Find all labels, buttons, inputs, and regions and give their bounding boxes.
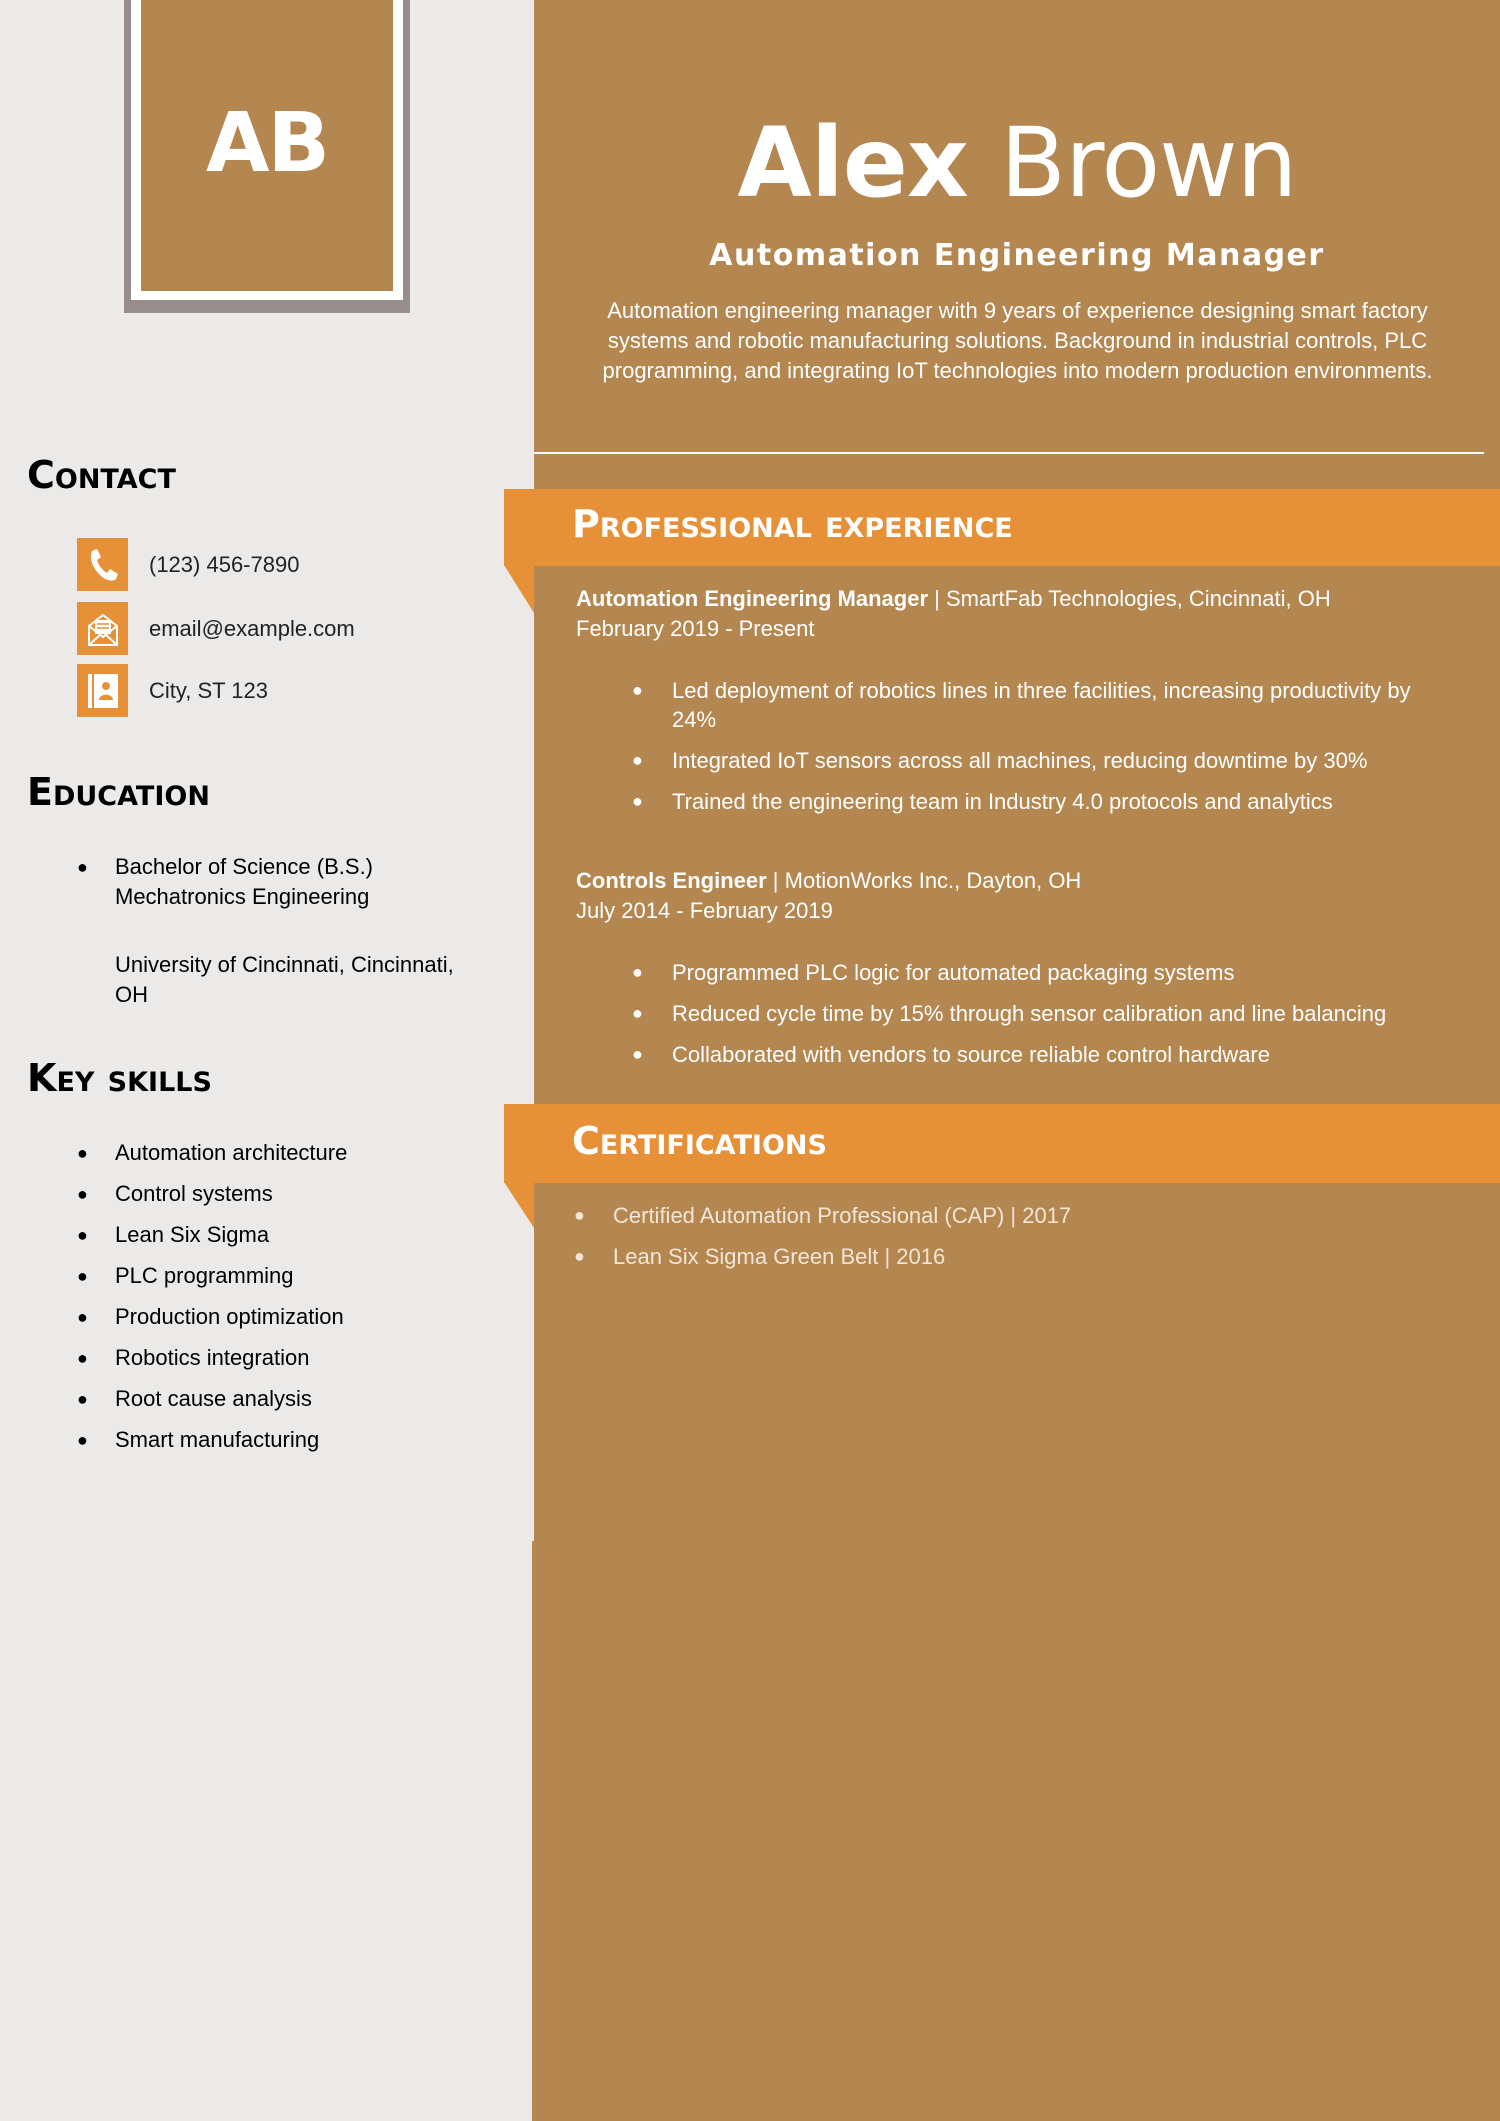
job-header: [576, 584, 1331, 644]
certifications-heading: Certifications: [572, 1119, 827, 1163]
bullet-icon: ●: [632, 962, 643, 982]
degree-line-1: Bachelor of Science (B.S.): [115, 854, 374, 879]
job-company: | MotionWorks Inc., Dayton, OH: [766, 868, 1082, 893]
job-bullet: ● Collaborated with vendors to source reliable control hardware: [632, 1042, 1270, 1067]
contact-phone: [77, 538, 300, 591]
job-bullet: ● Reduced cycle time by 15% through sensor calibration and line balancing: [632, 1001, 1387, 1026]
bullet-icon: ●: [632, 1044, 643, 1064]
bullet-icon: ●: [77, 1307, 88, 1327]
job-role: Automation Engineering Manager: [576, 586, 929, 611]
bullet-icon: ●: [632, 791, 643, 811]
bullet-icon: ●: [77, 1184, 88, 1204]
degree-line-2: Mechatronics Engineering: [115, 884, 370, 909]
bullet-icon: ●: [632, 1003, 643, 1023]
skills-list: [0, 1138, 534, 1455]
bullet-icon: ●: [574, 1246, 585, 1266]
contact-address-text: City, ST 123: [149, 677, 269, 703]
contact-email-text: email@example.com: [149, 615, 355, 641]
skill-item: ● Control systems: [0, 1179, 534, 1209]
job-dates: February 2019 - Present: [576, 616, 815, 641]
skill-item: ● Root cause analysis: [0, 1384, 534, 1414]
bullet-icon: ●: [77, 1266, 88, 1286]
bullet-icon: ●: [77, 1143, 88, 1163]
school-line-1: University of Cincinnati, Cincinnati,: [115, 952, 454, 977]
bullet-icon: ●: [77, 1430, 88, 1450]
certification-item: ● Certified Automation Professional (CAP) | 2017: [574, 1203, 1072, 1228]
skill-item: ● Lean Six Sigma: [0, 1220, 534, 1250]
bullet-icon: ●: [77, 1348, 88, 1368]
skill-item: ● Robotics integration: [0, 1343, 534, 1373]
phone-icon: [77, 538, 128, 591]
job-bullets: [0, 676, 1500, 816]
skills-heading: Key skills: [27, 1056, 212, 1100]
job-header: [576, 866, 1081, 926]
skill-item: ● Production optimization: [0, 1302, 534, 1332]
bullet-icon: ●: [77, 857, 88, 877]
certifications-list: [0, 1201, 1500, 1271]
skill-item: ● Automation architecture: [0, 1138, 534, 1168]
education-heading: Education: [27, 770, 210, 814]
contact-email: [77, 602, 355, 655]
contact-phone-text: (123) 456-7890: [149, 551, 300, 577]
contact-heading: Contact: [27, 453, 176, 497]
right-column-lower: [532, 1541, 1500, 2121]
job-bullet: ● Programmed PLC logic for automated packaging systems: [632, 960, 1235, 985]
envelope-icon: [77, 602, 128, 655]
job-company: | SmartFab Technologies, Cincinnati, OH: [928, 586, 1331, 611]
monogram-initials: AB: [206, 96, 328, 191]
skill-item: ● PLC programming: [0, 1261, 534, 1291]
job-role: Controls Engineer: [576, 868, 767, 893]
bullet-icon: ●: [77, 1225, 88, 1245]
job-title: Automation Engineering Manager: [709, 238, 1325, 273]
education-item: [0, 852, 534, 912]
monogram: [141, 0, 393, 291]
job-bullets: [0, 958, 1500, 1069]
school-line-2: OH: [115, 982, 148, 1007]
candidate-name: [534, 108, 1500, 218]
certification-item: ● Lean Six Sigma Green Belt | 2016: [574, 1244, 946, 1269]
job-bullet: ● Integrated IoT sensors across all machines, reducing downtime by 30%: [632, 748, 1368, 773]
job-dates: July 2014 - February 2019: [576, 898, 833, 923]
first-name: Alex: [737, 107, 968, 219]
bullet-icon: ●: [632, 680, 643, 700]
bullet-icon: ●: [574, 1205, 585, 1225]
experience-heading: Professional experience: [572, 502, 1013, 546]
job-bullet: ● Led deployment of robotics lines in three facilities, increasing productivity by 24%: [632, 678, 1411, 732]
job-bullet: ● Trained the engineering team in Industry 4.0 protocols and analytics: [632, 789, 1333, 814]
last-name: Brown: [1000, 107, 1297, 219]
summary: Automation engineering manager with 9 years of experience designing smart factory systems and robotic manufacturing solutions. Background in industrial controls, PLC programming, and integrating IoT technologies into modern production environments.: [602, 298, 1433, 383]
skill-item: ● Smart manufacturing: [0, 1425, 534, 1455]
header-divider: [534, 452, 1484, 454]
ribbon-fold: [504, 565, 535, 614]
bullet-icon: ●: [77, 1389, 88, 1409]
bullet-icon: ●: [632, 750, 643, 770]
